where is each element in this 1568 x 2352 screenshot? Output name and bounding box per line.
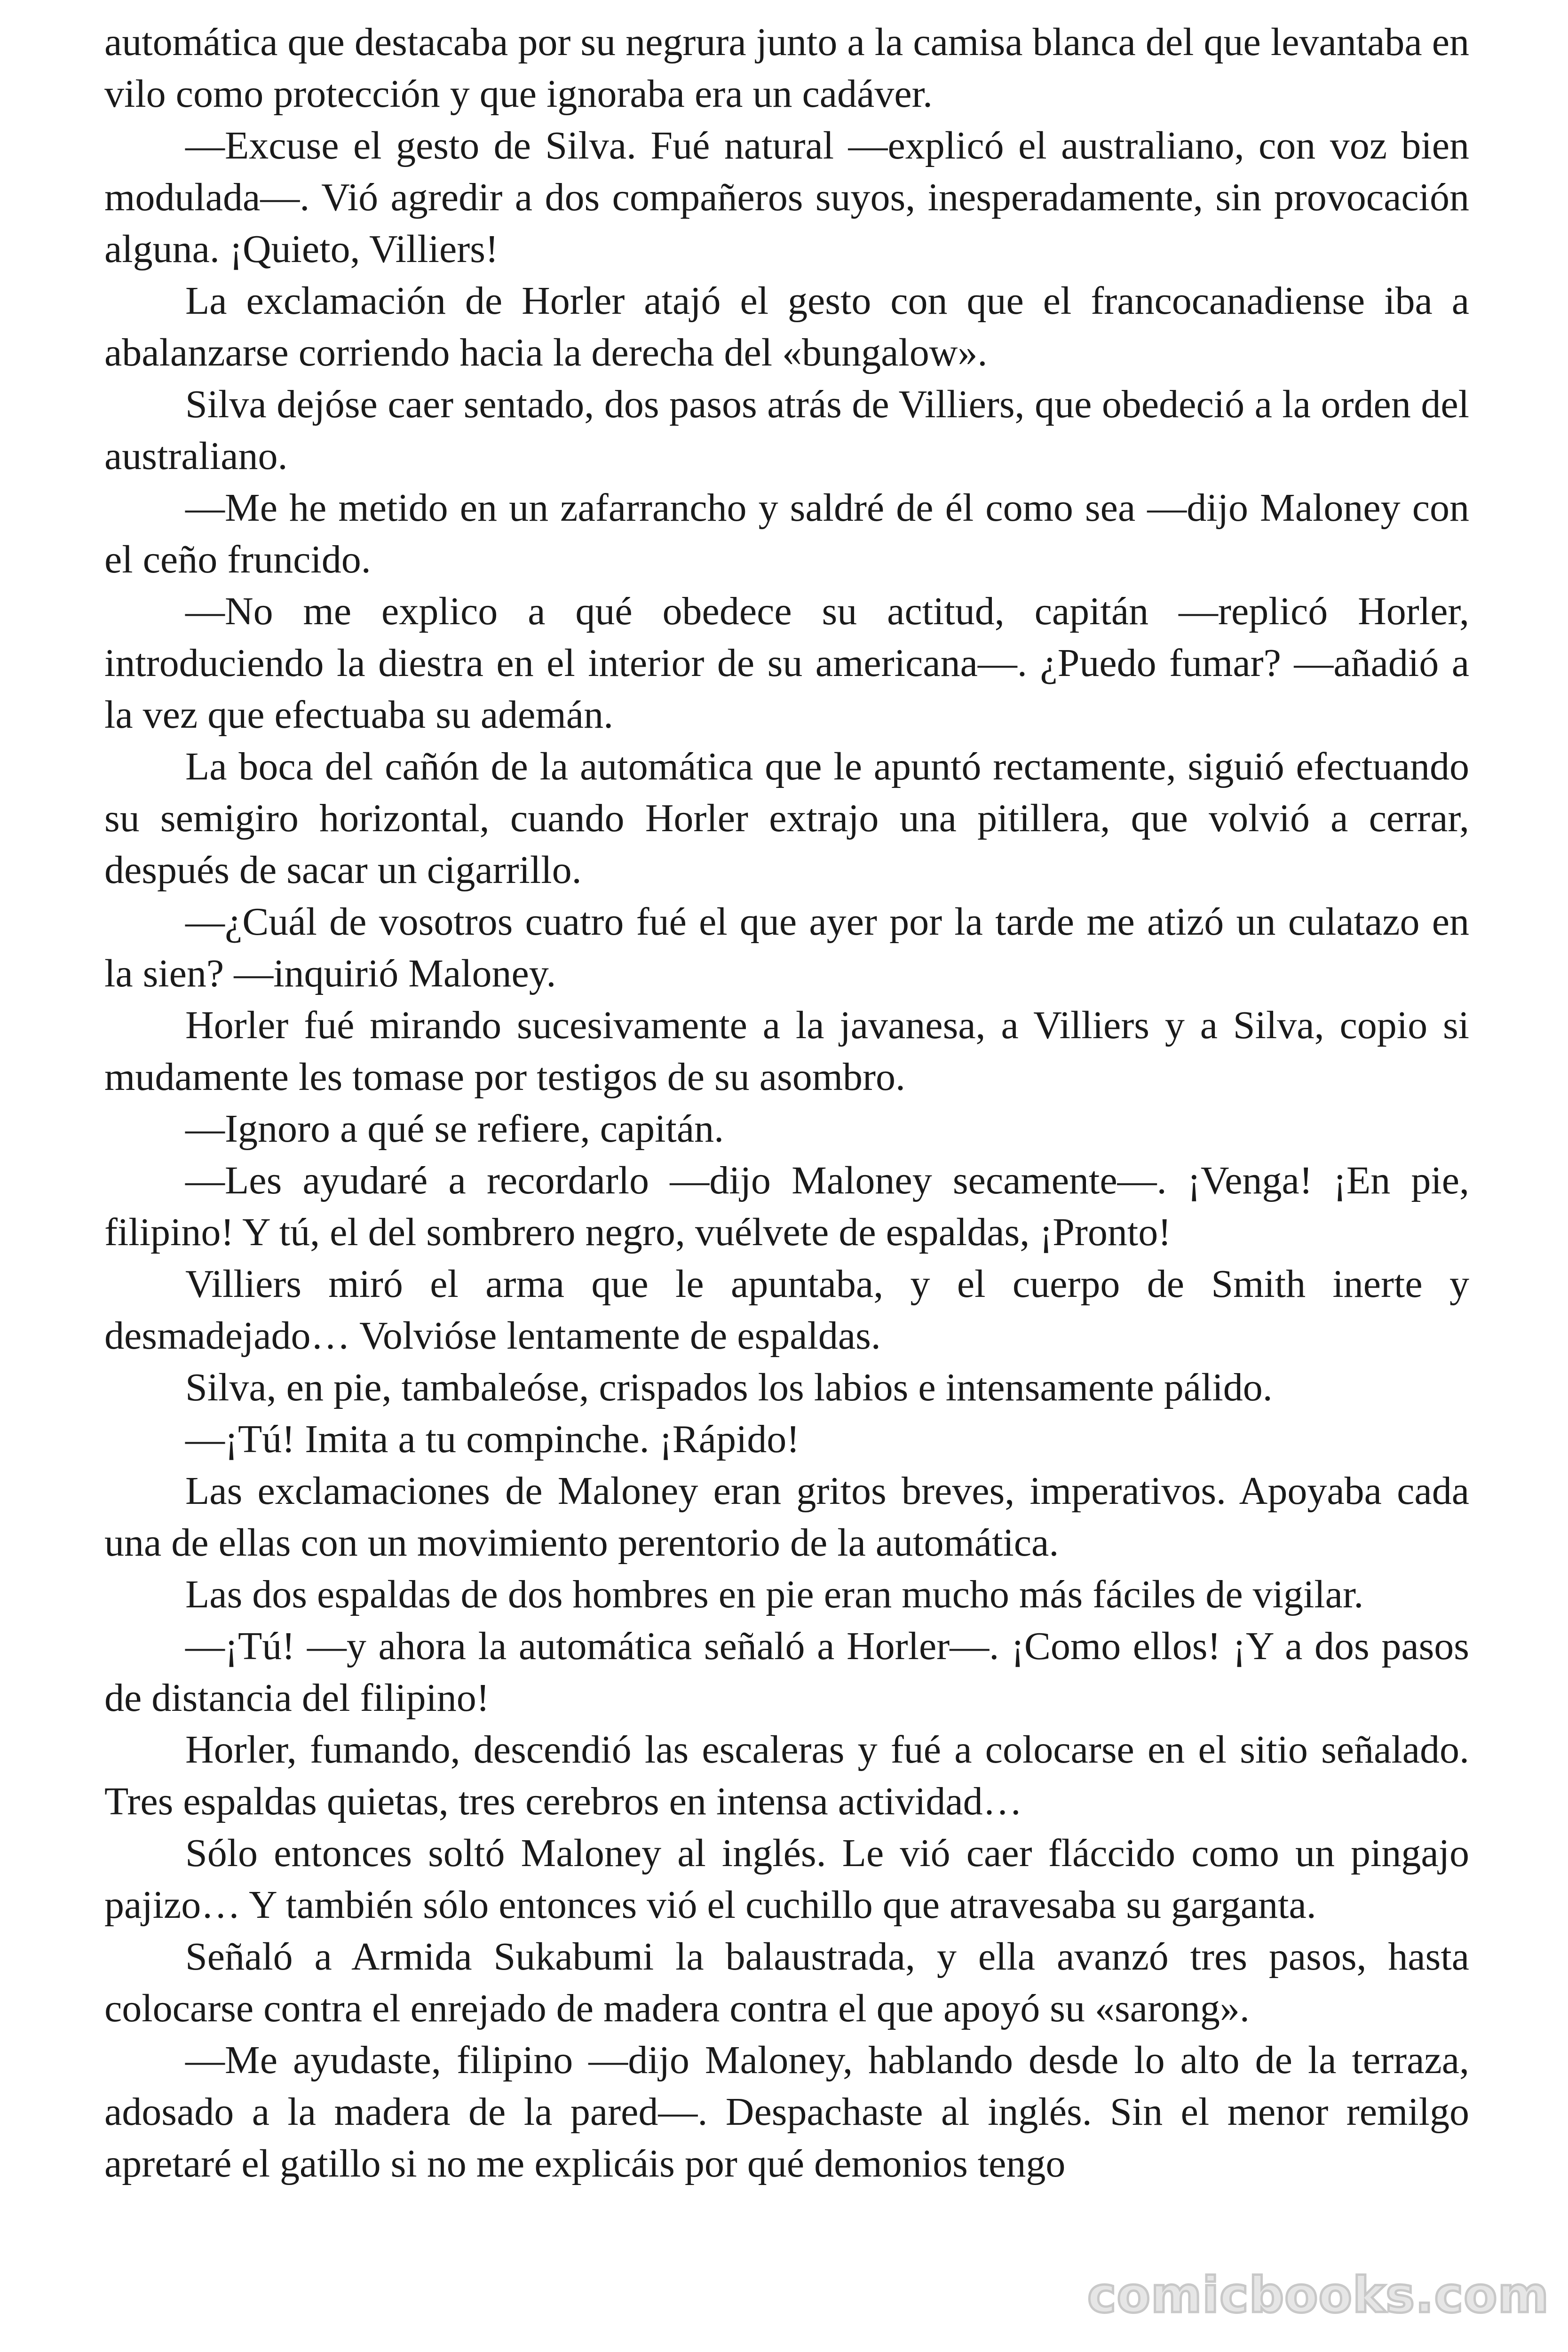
paragraph: Horler, fumando, descendió las escaleras y fué a colocarse en el sitio señalado. Tres espaldas quietas, tres cerebros en intensa actividad… — [104, 1728, 1469, 1823]
paragraph: La boca del cañón de la automática que le apuntó rectamente, siguió efectuando su semigiro horizontal, cuando Horler extrajo una pitillera, que volvió a cerrar, después de sacar un cigarrillo. — [104, 745, 1469, 892]
paragraph: Silva, en pie, tambaleóse, crispados los labios e intensamente pálido. — [185, 1366, 1273, 1409]
paragraph: Villiers miró el arma que le apuntaba, y el cuerpo de Smith inerte y desmadejado… Volvióse lentamente de espaldas. — [104, 1262, 1469, 1358]
paragraph: Horler fué mirando sucesivamente a la javanesa, a Villiers y a Silva, copio si mudamente les tomase por testigos de su asombro. — [104, 1003, 1469, 1099]
paragraph: —Les ayudaré a recordarlo —dijo Maloney secamente—. ¡Venga! ¡En pie, filipino! Y tú, el del sombrero negro, vuélvete de espaldas, ¡Pronto! — [104, 1159, 1469, 1254]
paragraph: Las dos espaldas de dos hombres en pie eran mucho más fáciles de vigilar. — [185, 1573, 1364, 1616]
paragraph: La exclamación de Horler atajó el gesto con que el francocanadiense iba a abalanzarse corriendo hacia la derecha del «bungalow». — [104, 279, 1469, 374]
paragraph: —Me he metido en un zafarrancho y saldré de él como sea —dijo Maloney con el ceño fruncido. — [104, 486, 1469, 581]
paragraph: —No me explico a qué obedece su actitud, capitán —replicó Horler, introduciendo la diestra en el interior de su americana—. ¿Puedo fumar? —añadió a la vez que efectuaba su ademán. — [104, 589, 1469, 737]
paragraph: Sólo entonces soltó Maloney al inglés. Le vió caer fláccido como un pingajo pajizo… Y también sólo entonces vió el cuchillo que atravesaba su garganta. — [104, 1831, 1469, 1927]
paragraph: Señaló a Armida Sukabumi la balaustrada, y ella avanzó tres pasos, hasta colocarse contra el enrejado de madera contra el que apoyó su «sarong». — [104, 1935, 1469, 2030]
paragraph: —Excuse el gesto de Silva. Fué natural —explicó el australiano, con voz bien modulada—. Vió agredir a dos compañeros suyos, inesperadamente, sin provocación alguna. ¡Quieto, Villiers! — [104, 124, 1469, 271]
watermark: comicbooks.com — [1087, 2266, 1549, 2324]
body-text — [104, 16, 1469, 2190]
paragraph: Las exclamaciones de Maloney eran gritos breves, imperativos. Apoyaba cada una de ellas con un movimiento perentorio de la automática. — [104, 1469, 1469, 1565]
paragraph: —Ignoro a qué se refiere, capitán. — [185, 1107, 724, 1151]
paragraph: —¡Tú! Imita a tu compinche. ¡Rápido! — [185, 1417, 800, 1461]
paragraph: —¡Tú! —y ahora la automática señaló a Horler—. ¡Como ellos! ¡Y a dos pasos de distancia del filipino! — [104, 1624, 1469, 1720]
paragraph: automática que destacaba por su negrura junto a la camisa blanca del que levantaba en vilo como protección y que ignoraba era un cadáver. — [104, 20, 1469, 116]
paragraph: —¿Cuál de vosotros cuatro fué el que ayer por la tarde me atizó un culatazo en la sien? —inquirió Maloney. — [104, 900, 1469, 995]
paragraph: —Me ayudaste, filipino —dijo Maloney, hablando desde lo alto de la terraza, adosado a la madera de la pared—. Despachaste al inglés. Sin el menor remilgo apretaré el gatillo si no me explicáis por qué demonios tengo — [104, 2038, 1469, 2185]
paragraph: Silva dejóse caer sentado, dos pasos atrás de Villiers, que obedeció a la orden del australiano. — [104, 382, 1469, 478]
